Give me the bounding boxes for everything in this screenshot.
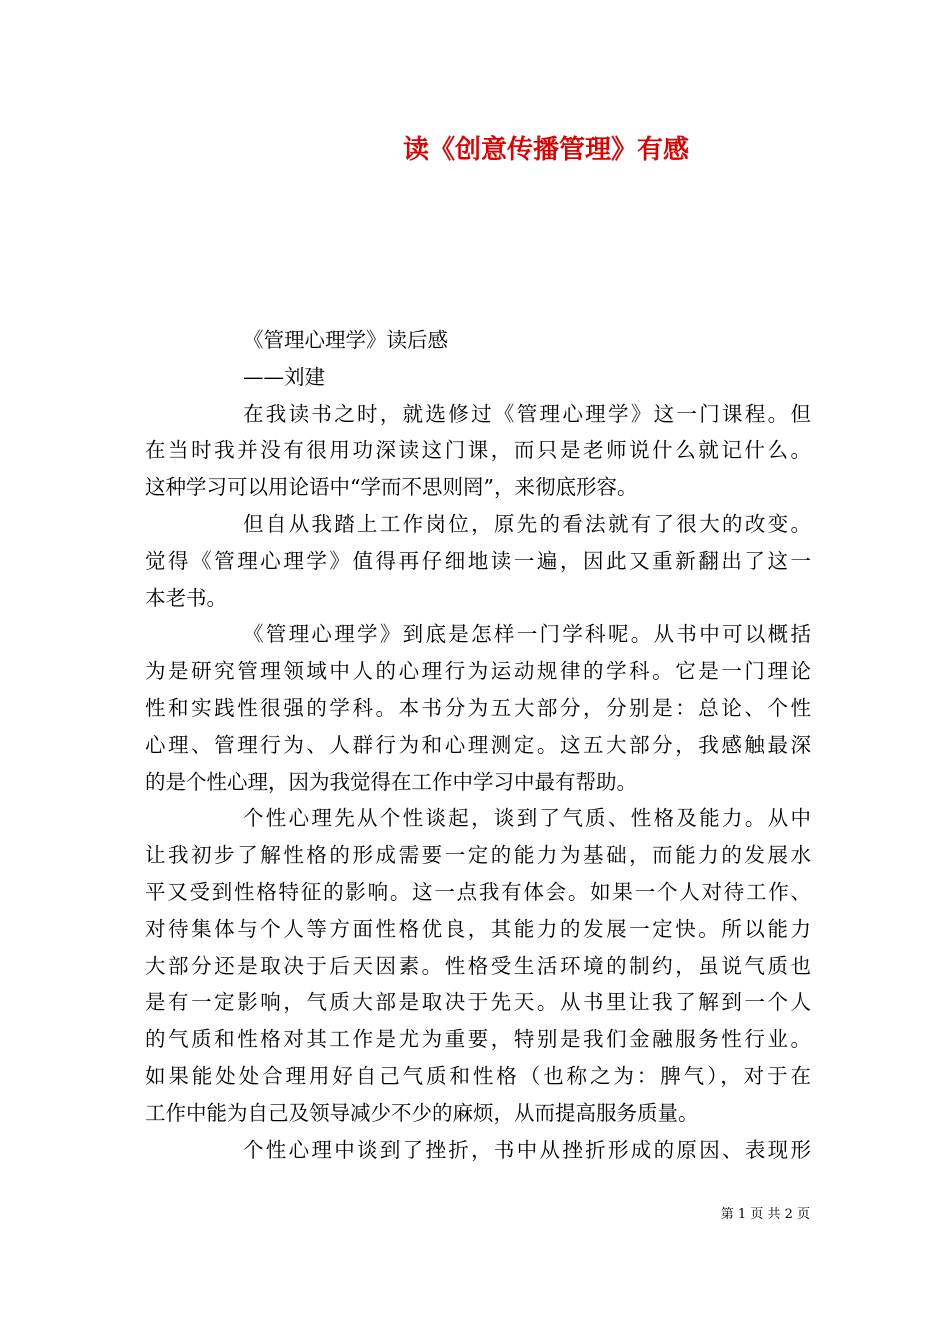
text-line: 的是个性心理，因为我觉得在工作中学习中最有帮助。 bbox=[145, 769, 637, 794]
text-line: 是有一定影响，气质大部是取决于先天。从书里让我了解到一个人 bbox=[145, 990, 811, 1015]
text-line: 在我读书之时，就选修过《管理心理学》这一门课程。但 bbox=[243, 401, 811, 426]
text-line: 但自从我踏上工作岗位，原先的看法就有了很大的改变。 bbox=[243, 511, 811, 536]
text-line: 个性心理先从个性谈起，谈到了气质、性格及能力。从中 bbox=[243, 806, 811, 831]
text-line: 大部分还是取决于后天因素。性格受生活环境的制约，虽说气质也 bbox=[145, 953, 811, 978]
document-title: 读《创意传播管理》有感 bbox=[402, 135, 689, 165]
document-body bbox=[145, 322, 811, 1168]
text-line: 平又受到性格特征的影响。这一点我有体会。如果一个人对待工作、 bbox=[145, 879, 811, 904]
text-line: 个性心理中谈到了挫折，书中从挫折形成的原因、表现形 bbox=[243, 1137, 811, 1162]
text-line: 的气质和性格对其工作是尤为重要，特别是我们金融服务性行业。 bbox=[145, 1027, 811, 1052]
text-line: 觉得《管理心理学》值得再仔细地读一遍，因此又重新翻出了这一 bbox=[145, 548, 811, 573]
page-number: 第 1 页 共 2 页 bbox=[720, 1207, 810, 1222]
text-line: 对待集体与个人等方面性格优良，其能力的发展一定快。所以能力 bbox=[145, 916, 811, 941]
text-line: 心理、管理行为、人群行为和心理测定。这五大部分，我感触最深 bbox=[145, 732, 811, 757]
text-line: 工作中能为自己及领导减少不少的麻烦，从而提高服务质量。 bbox=[145, 1100, 699, 1125]
text-line: 《管理心理学》到底是怎样一门学科呢。从书中可以概括 bbox=[243, 622, 811, 647]
text-line: 这种学习可以用论语中“学而不思则罔”，来彻底形容。 bbox=[145, 475, 638, 500]
text-line: 如果能处处合理用好自己气质和性格（也称之为：脾气），对于在 bbox=[145, 1063, 811, 1088]
text-line: 在当时我并没有很用功深读这门课，而只是老师说什么就记什么。 bbox=[145, 438, 811, 463]
text-line: 性和实践性很强的学科。本书分为五大部分，分别是：总论、个性 bbox=[145, 695, 811, 720]
author-line: ——刘建 bbox=[243, 364, 325, 389]
text-line: 本老书。 bbox=[145, 585, 227, 610]
text-line: 为是研究管理领域中人的心理行为运动规律的学科。它是一门理论 bbox=[145, 659, 811, 684]
subtitle: 《管理心理学》读后感 bbox=[243, 328, 448, 352]
text-line: 让我初步了解性格的形成需要一定的能力为基础，而能力的发展水 bbox=[145, 843, 811, 868]
